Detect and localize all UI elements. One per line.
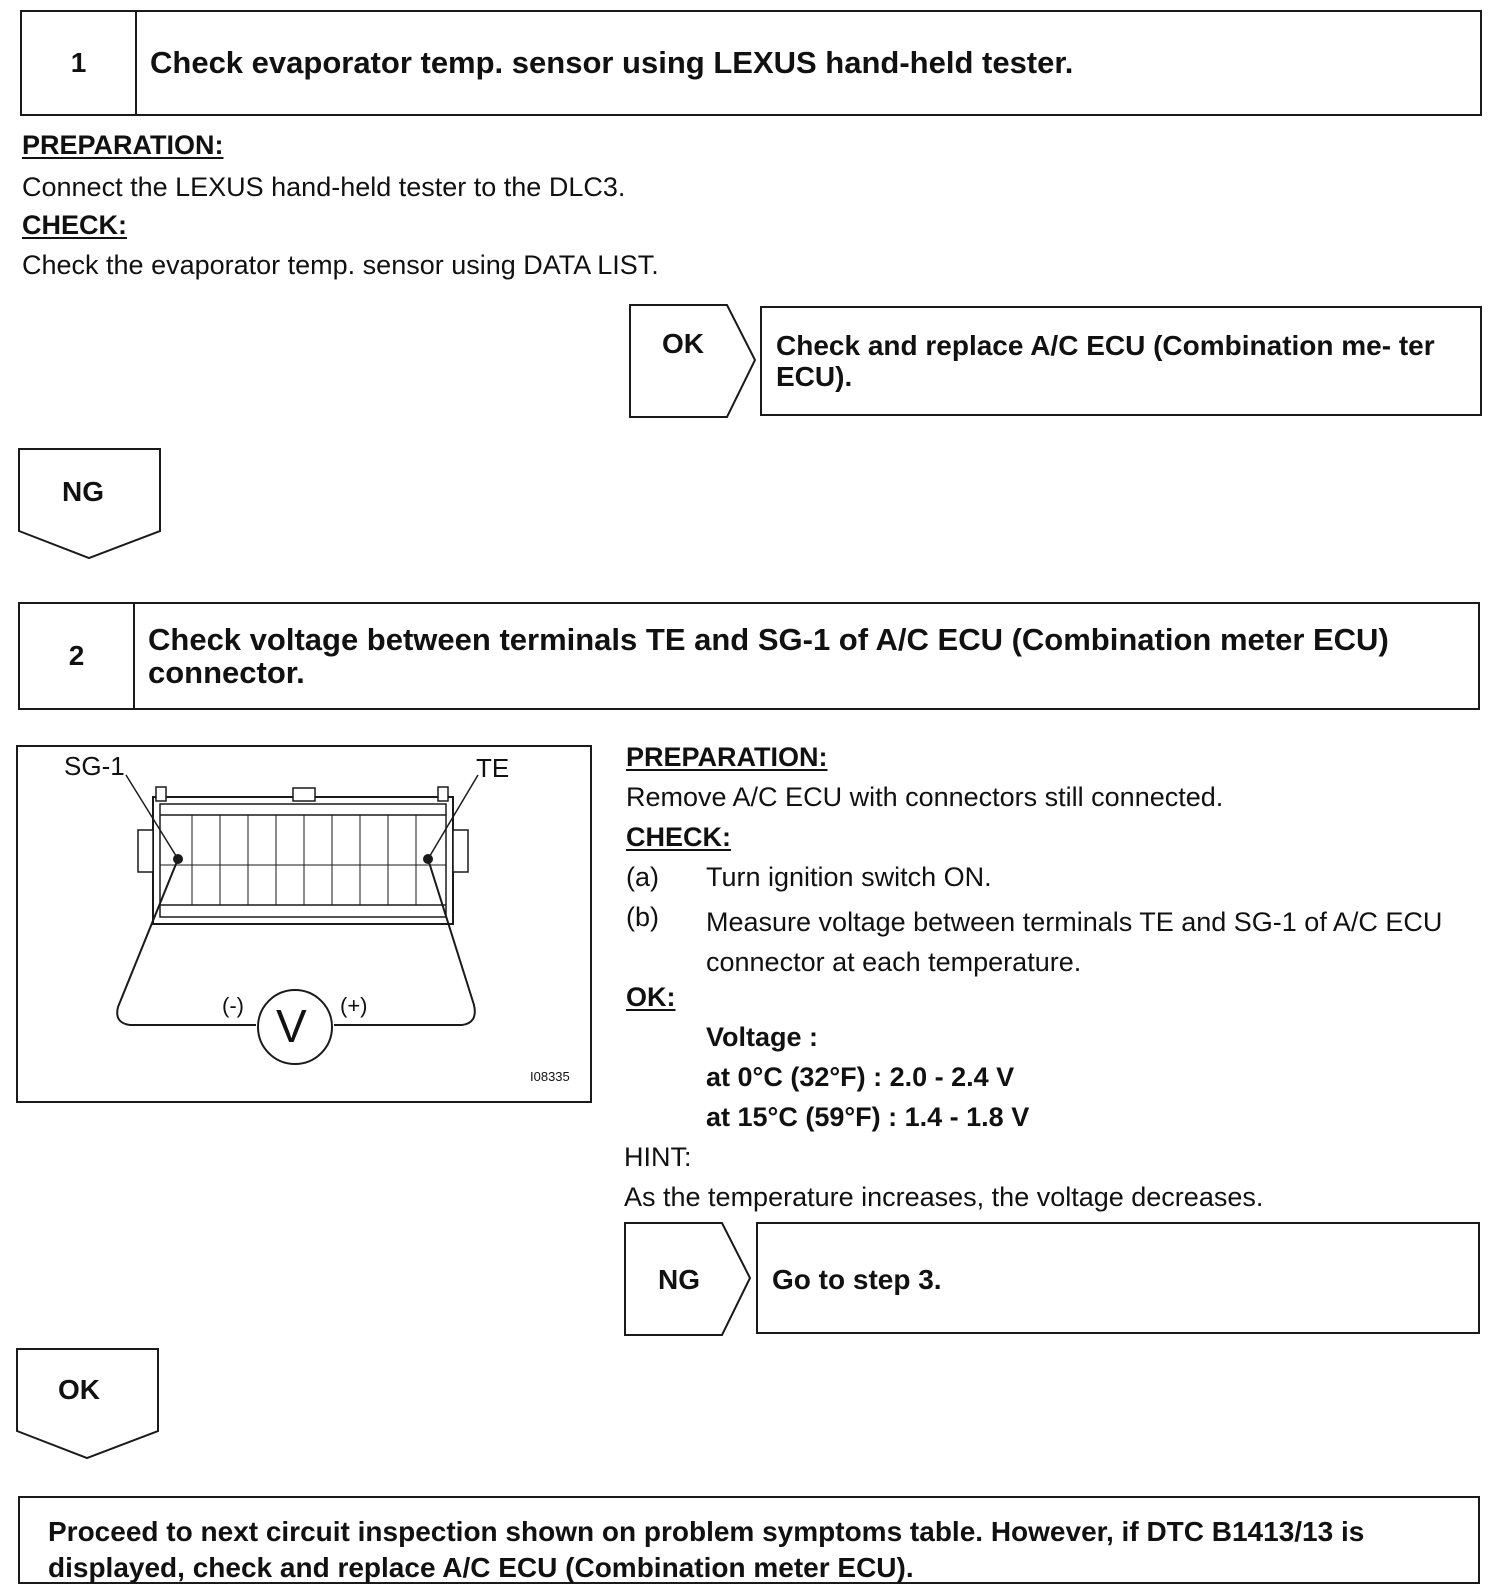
step-1-check-text: Check the evaporator temp. sensor using DATA LIST. <box>22 250 659 280</box>
label-sg1: SG-1 <box>64 751 125 781</box>
hint-heading: HINT: <box>624 1142 692 1172</box>
voltmeter-icon: V <box>276 1000 307 1052</box>
step-2-check-heading: CHECK: <box>626 822 731 852</box>
step-1-preparation-heading: PREPARATION: <box>22 130 224 160</box>
step-1-ok-result-text: Check and replace A/C ECU (Combination me- ter ECU). <box>776 330 1435 392</box>
step-2-number: 2 <box>20 604 135 708</box>
step-2-ng-label: NG <box>658 1264 700 1295</box>
hint-text: As the temperature increases, the voltage decreases. <box>624 1182 1264 1212</box>
step-2-header <box>18 602 1480 710</box>
step-2-preparation-text: Remove A/C ECU with connectors still connected. <box>626 782 1224 812</box>
step-1-ng-label: NG <box>62 476 104 507</box>
step-2-check-marker-a: (a) <box>626 862 659 892</box>
label-plus: (+) <box>340 993 368 1018</box>
step-1-title: Check evaporator temp. sensor using LEXUS hand-held tester. <box>150 45 1074 80</box>
step-2-check-item-a: Turn ignition switch ON. <box>706 862 992 892</box>
step-1-check-heading: CHECK: <box>22 210 127 240</box>
step-2-preparation-heading: PREPARATION: <box>626 742 828 772</box>
step-2-check-item-b: Measure voltage between terminals TE and SG-1 of A/C ECU connector at each temperature. <box>706 907 1443 977</box>
spec-line-0c: at 0°C (32°F) : 2.0 - 2.4 V <box>706 1062 1015 1092</box>
final-instruction-box <box>18 1496 1480 1584</box>
label-minus: (-) <box>222 993 244 1018</box>
step-2-check-marker-b: (b) <box>626 902 659 932</box>
step-2-ok-heading: OK: <box>626 982 676 1012</box>
step-1-preparation-text: Connect the LEXUS hand-held tester to the DLC3. <box>22 172 626 202</box>
spec-line-15c: at 15°C (59°F) : 1.4 - 1.8 V <box>706 1102 1030 1132</box>
label-te: TE <box>476 753 510 783</box>
ok-arrow-shape <box>629 304 757 418</box>
step-2-title: Check voltage between terminals TE and SG-1 of A/C ECU (Combination meter ECU) connector. <box>148 622 1389 690</box>
figure-id: I08335 <box>530 1069 570 1084</box>
step-2-ng-result-box <box>756 1222 1480 1334</box>
step-2-ok-label: OK <box>58 1374 100 1405</box>
step-1-ok-result-box <box>760 306 1482 416</box>
connector-diagram <box>16 745 592 1103</box>
step-1-ok-label: OK <box>662 328 704 359</box>
final-instruction-text: Proceed to next circuit inspection shown on problem symptoms table. However, if DTC B1413/13 is displayed, check and replace A/C ECU (Combination meter ECU). <box>48 1516 1365 1583</box>
step-1-header <box>20 10 1482 116</box>
step-1-number: 1 <box>22 12 137 114</box>
step-2-ng-result-text: Go to step 3. <box>772 1264 942 1295</box>
voltage-label: Voltage : <box>706 1022 819 1052</box>
